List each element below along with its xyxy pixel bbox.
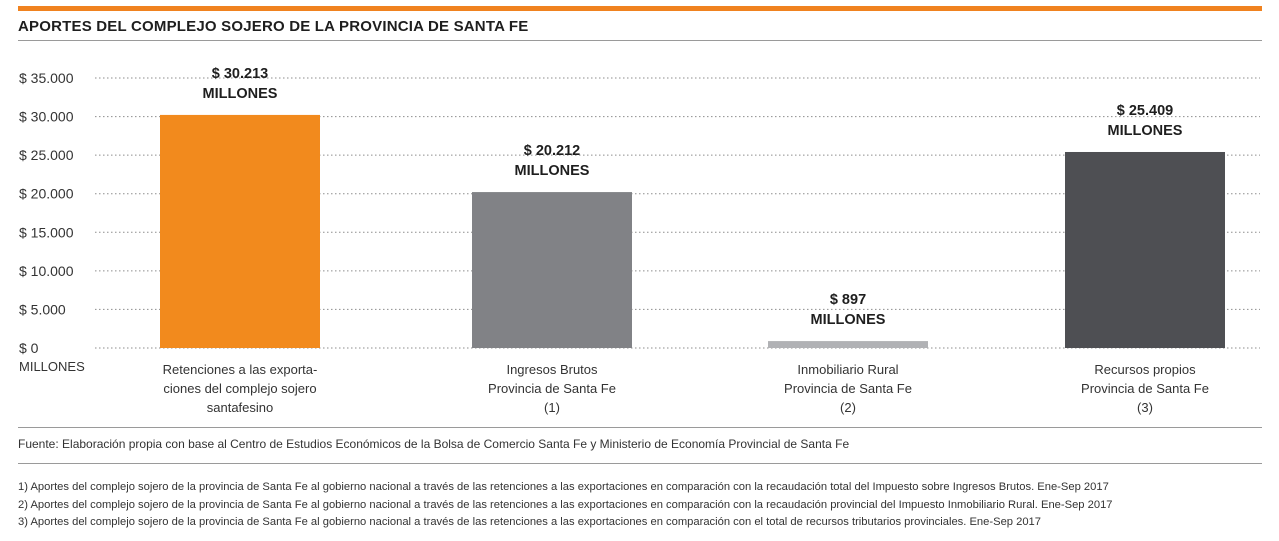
data-label: $ 30.213 [211,65,269,82]
x-tick-label: santafesino [206,400,274,415]
bar [768,341,928,348]
y-tick-label: $ 30.000 [19,108,74,125]
y-tick-label: $ 35.000 [19,70,74,86]
footnote-3: 3) Aportes del complejo sojero de la provincia de Santa Fe al gobierno nacional a través de las retenciones a las exportaciones en comparación con el total de recursos tributarios provinciales. Ene-Sep 2017 [18,516,1042,528]
chart-title: APORTES DEL COMPLEJO SOJERO DE LA PROVINCIA DE SANTA FE [18,18,529,35]
footnote-2: 2) Aportes del complejo sojero de la provincia de Santa Fe al gobierno nacional a través de las retenciones a las exportaciones en comparación con la recaudación provincial del Impuesto Inmobiliario Rural. Ene-Sep 2017 [18,498,1113,511]
bar [1065,152,1225,348]
data-label: MILLONES [810,312,886,329]
x-tick-label: Provincia de Santa Fe [784,381,912,396]
y-tick-label: $ 20.000 [19,185,74,202]
bar [472,192,632,348]
x-tick-label: Inmobiliario Rural [797,362,899,377]
y-tick-label: $ 5.000 [19,301,66,318]
data-label: $ 897 [829,292,867,309]
x-tick-label: Provincia de Santa Fe [1081,381,1209,396]
y-tick-label: $ 15.000 [19,224,74,241]
y-tick-label: $ 10.000 [19,262,74,279]
source-divider [18,463,1262,464]
y-tick-label: $ 0 [19,340,39,356]
x-tick-label: ciones del complejo sojero [163,381,317,396]
x-tick-label: (2) [840,400,856,415]
y-axis-label: MILLONES [19,359,85,374]
bar [160,115,320,348]
data-label: $ 20.212 [523,143,581,160]
footnote-1: 1) Aportes del complejo sojero de la provincia de Santa Fe al gobierno nacional a través de las retenciones a las exportaciones en comparación con la recaudación total del Impuesto sobre Ingresos Brutos. Ene-Sep 2017 [18,481,1109,493]
data-label: $ 25.409 [1116,102,1174,119]
x-tick-label: (1) [544,400,560,415]
x-tick-label: (3) [1137,400,1153,415]
source-note: Fuente: Elaboración propia con base al Centro de Estudios Económicos de la Bolsa de Comercio Santa Fe y Ministerio de Economía Provincial de Santa Fe [18,437,850,451]
x-tick-label: Recursos propios [1094,362,1196,377]
data-label: MILLONES [1107,122,1183,139]
data-label: MILLONES [514,163,590,180]
data-label: MILLONES [202,85,278,102]
footnotes [18,479,1113,532]
chart-divider [18,427,1262,428]
x-tick-label: Ingresos Brutos [506,362,598,377]
x-tick-label: Retenciones a las exporta- [162,362,318,377]
y-tick-label: $ 25.000 [19,147,74,164]
x-tick-label: Provincia de Santa Fe [488,381,616,396]
